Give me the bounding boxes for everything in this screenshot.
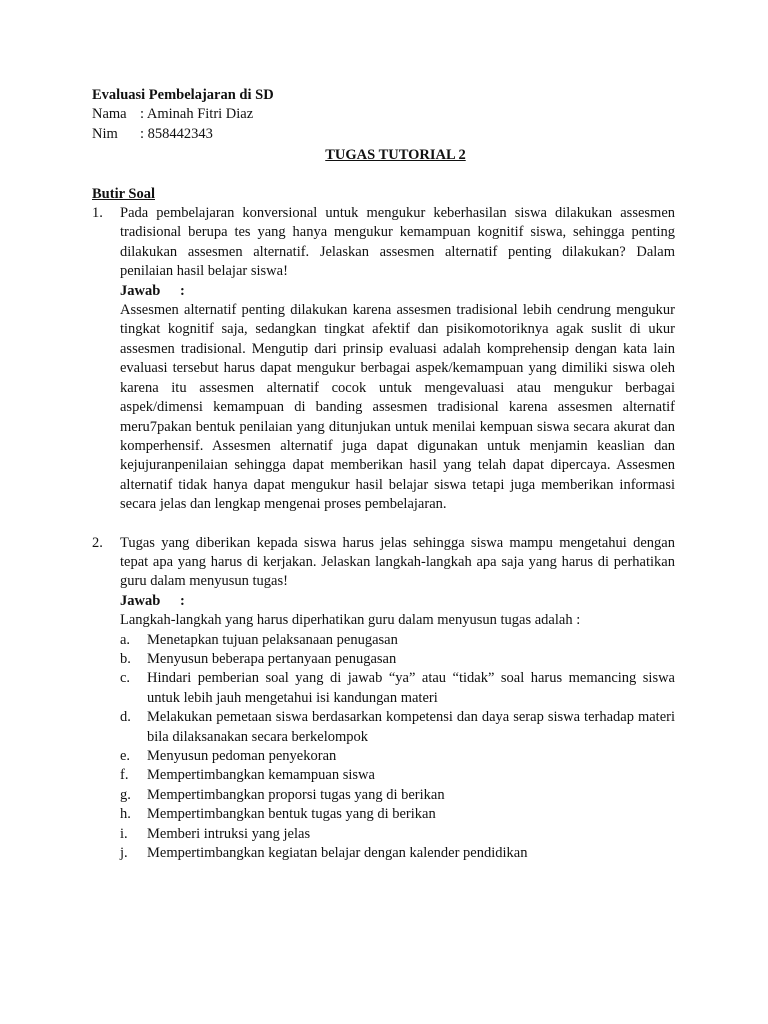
list-item bbox=[120, 766, 675, 785]
list-item-text: Mempertimbangkan kegiatan belajar dengan kalender pendidikan bbox=[147, 845, 528, 862]
list-item-text: Menetapkan tujuan pelaksanaan penugasan bbox=[147, 631, 398, 648]
list-item bbox=[120, 747, 675, 766]
document-content bbox=[92, 86, 675, 863]
course-subject: Evaluasi Pembelajaran di SD bbox=[92, 87, 274, 103]
question-text: Tugas yang diberikan kepada siswa harus jelas sehingga siswa mampu mengetahui dengan tepat apa yang harus di kerjakan. Jelaskan langkah-langkah apa saja yang harus di perhatikan guru dalam menyusun tugas! bbox=[120, 534, 675, 590]
name-row bbox=[92, 105, 675, 124]
spacer bbox=[92, 515, 675, 534]
question-number: 2. bbox=[92, 534, 103, 551]
list-item-text: Melakukan pemetaan siswa berdasarkan kompetensi dan daya serap siswa terhadap materi bila dilaksanakan secara berkelompok bbox=[147, 709, 675, 745]
list-item-text: Menyusun beberapa pertanyaan penugasan bbox=[147, 650, 397, 667]
question-2 bbox=[92, 534, 675, 864]
list-item bbox=[120, 805, 675, 824]
list-item bbox=[120, 669, 675, 708]
question-number: 1. bbox=[92, 205, 103, 222]
jawab-label: Jawab bbox=[120, 282, 161, 299]
list-item-letter: d. bbox=[120, 709, 131, 726]
list-item bbox=[120, 650, 675, 669]
section-heading: Butir Soal bbox=[92, 185, 155, 202]
jawab-label: Jawab bbox=[120, 592, 161, 609]
list-item bbox=[120, 786, 675, 805]
list-item-letter: i. bbox=[120, 825, 128, 842]
list-item bbox=[120, 631, 675, 650]
nim-value: : 858442343 bbox=[140, 125, 213, 142]
list-item-letter: c. bbox=[120, 670, 131, 687]
name-label: Nama bbox=[92, 106, 127, 123]
list-item-letter: g. bbox=[120, 786, 131, 803]
question-body bbox=[120, 534, 675, 864]
list-item-text: Menyusun pedoman penyekoran bbox=[147, 748, 337, 764]
name-value: : Aminah Fitri Diaz bbox=[140, 106, 254, 123]
list-item-text: Mempertimbangkan bentuk tugas yang di berikan bbox=[147, 806, 436, 823]
jawab-colon: : bbox=[180, 592, 185, 609]
jawab-heading bbox=[120, 592, 675, 611]
list-item bbox=[120, 825, 675, 844]
list-item-letter: j. bbox=[120, 845, 128, 862]
list-item-letter: h. bbox=[120, 806, 131, 823]
answer-text: Assesmen alternatif penting dilakukan karena assesmen tradisional lebih cendrung mengukur tingkat kognitif saja, sedangkan tingkat afektif dan pisikomotoriknya agak suslit di ukur assesmen tradisional. Mengutip dari prinsip evaluasi adalah komprehensip dengan kata lain evaluasi tersebut harus dapat mengukur berbagai aspek/kemampuan yang dimiliki siswa oleh karena itu assesmen alternatif cocok untuk mengevaluasi atau mengukur berbagai aspek/dimensi kemampuan di banding assesmen tradisional karena assesmen alternatif meru7pakan bentuk penilaian yang ditunjukan untuk menilai kempuan siswa secara akurat dan komperhensif. Assesmen alternatif juga dapat digunakan untuk menjamin keaslian dan kejujuranpenilaian sehingga dapat memberikan hasil yang telah dapat dipercaya. Assesmen alternatif tidak hanya dapat mengukur hasil belajar siswa tetapi juga memberikan informasi secara jelas dan lengkap mengenai proses pembelajaran. bbox=[120, 302, 675, 513]
question-1 bbox=[92, 204, 675, 515]
answer-intro: Langkah-langkah yang harus diperhatikan guru dalam menyusun tugas adalah : bbox=[120, 612, 581, 629]
list-item bbox=[120, 708, 675, 747]
nim-row bbox=[92, 125, 675, 144]
list-item-text: Memberi intruksi yang jelas bbox=[147, 825, 311, 842]
list-item-text: Mempertimbangkan proporsi tugas yang di berikan bbox=[147, 786, 445, 803]
list-item-letter: e. bbox=[120, 748, 131, 764]
list-item-text: Hindari pemberian soal yang di jawab “ya” atau “tidak” soal harus memancing siswa untuk lebih jauh mengetahui isi kandungan materi bbox=[147, 670, 675, 706]
list-item-letter: a. bbox=[120, 631, 131, 648]
nim-label: Nim bbox=[92, 125, 118, 142]
jawab-heading bbox=[120, 282, 675, 301]
question-text: Pada pembelajaran konversional untuk mengukur keberhasilan siswa dilakukan assesmen tradisional berupa tes yang hanya mengukur kemampuan kognitif siswa, sehingga penting dilakukan assesmen alternatif. Jelaskan assesmen alternatif penting dilakukan? Dalam penilaian hasil belajar siswa! bbox=[120, 205, 675, 280]
list-item bbox=[120, 844, 675, 863]
document-title: TUGAS TUTORIAL 2 bbox=[325, 147, 466, 164]
list-item-letter: f. bbox=[120, 767, 129, 784]
list-item-letter: b. bbox=[120, 650, 131, 667]
question-body bbox=[120, 204, 675, 515]
answer-steps-list bbox=[120, 631, 675, 864]
list-item-text: Mempertimbangkan kemampuan siswa bbox=[147, 767, 375, 784]
jawab-colon: : bbox=[180, 282, 185, 299]
